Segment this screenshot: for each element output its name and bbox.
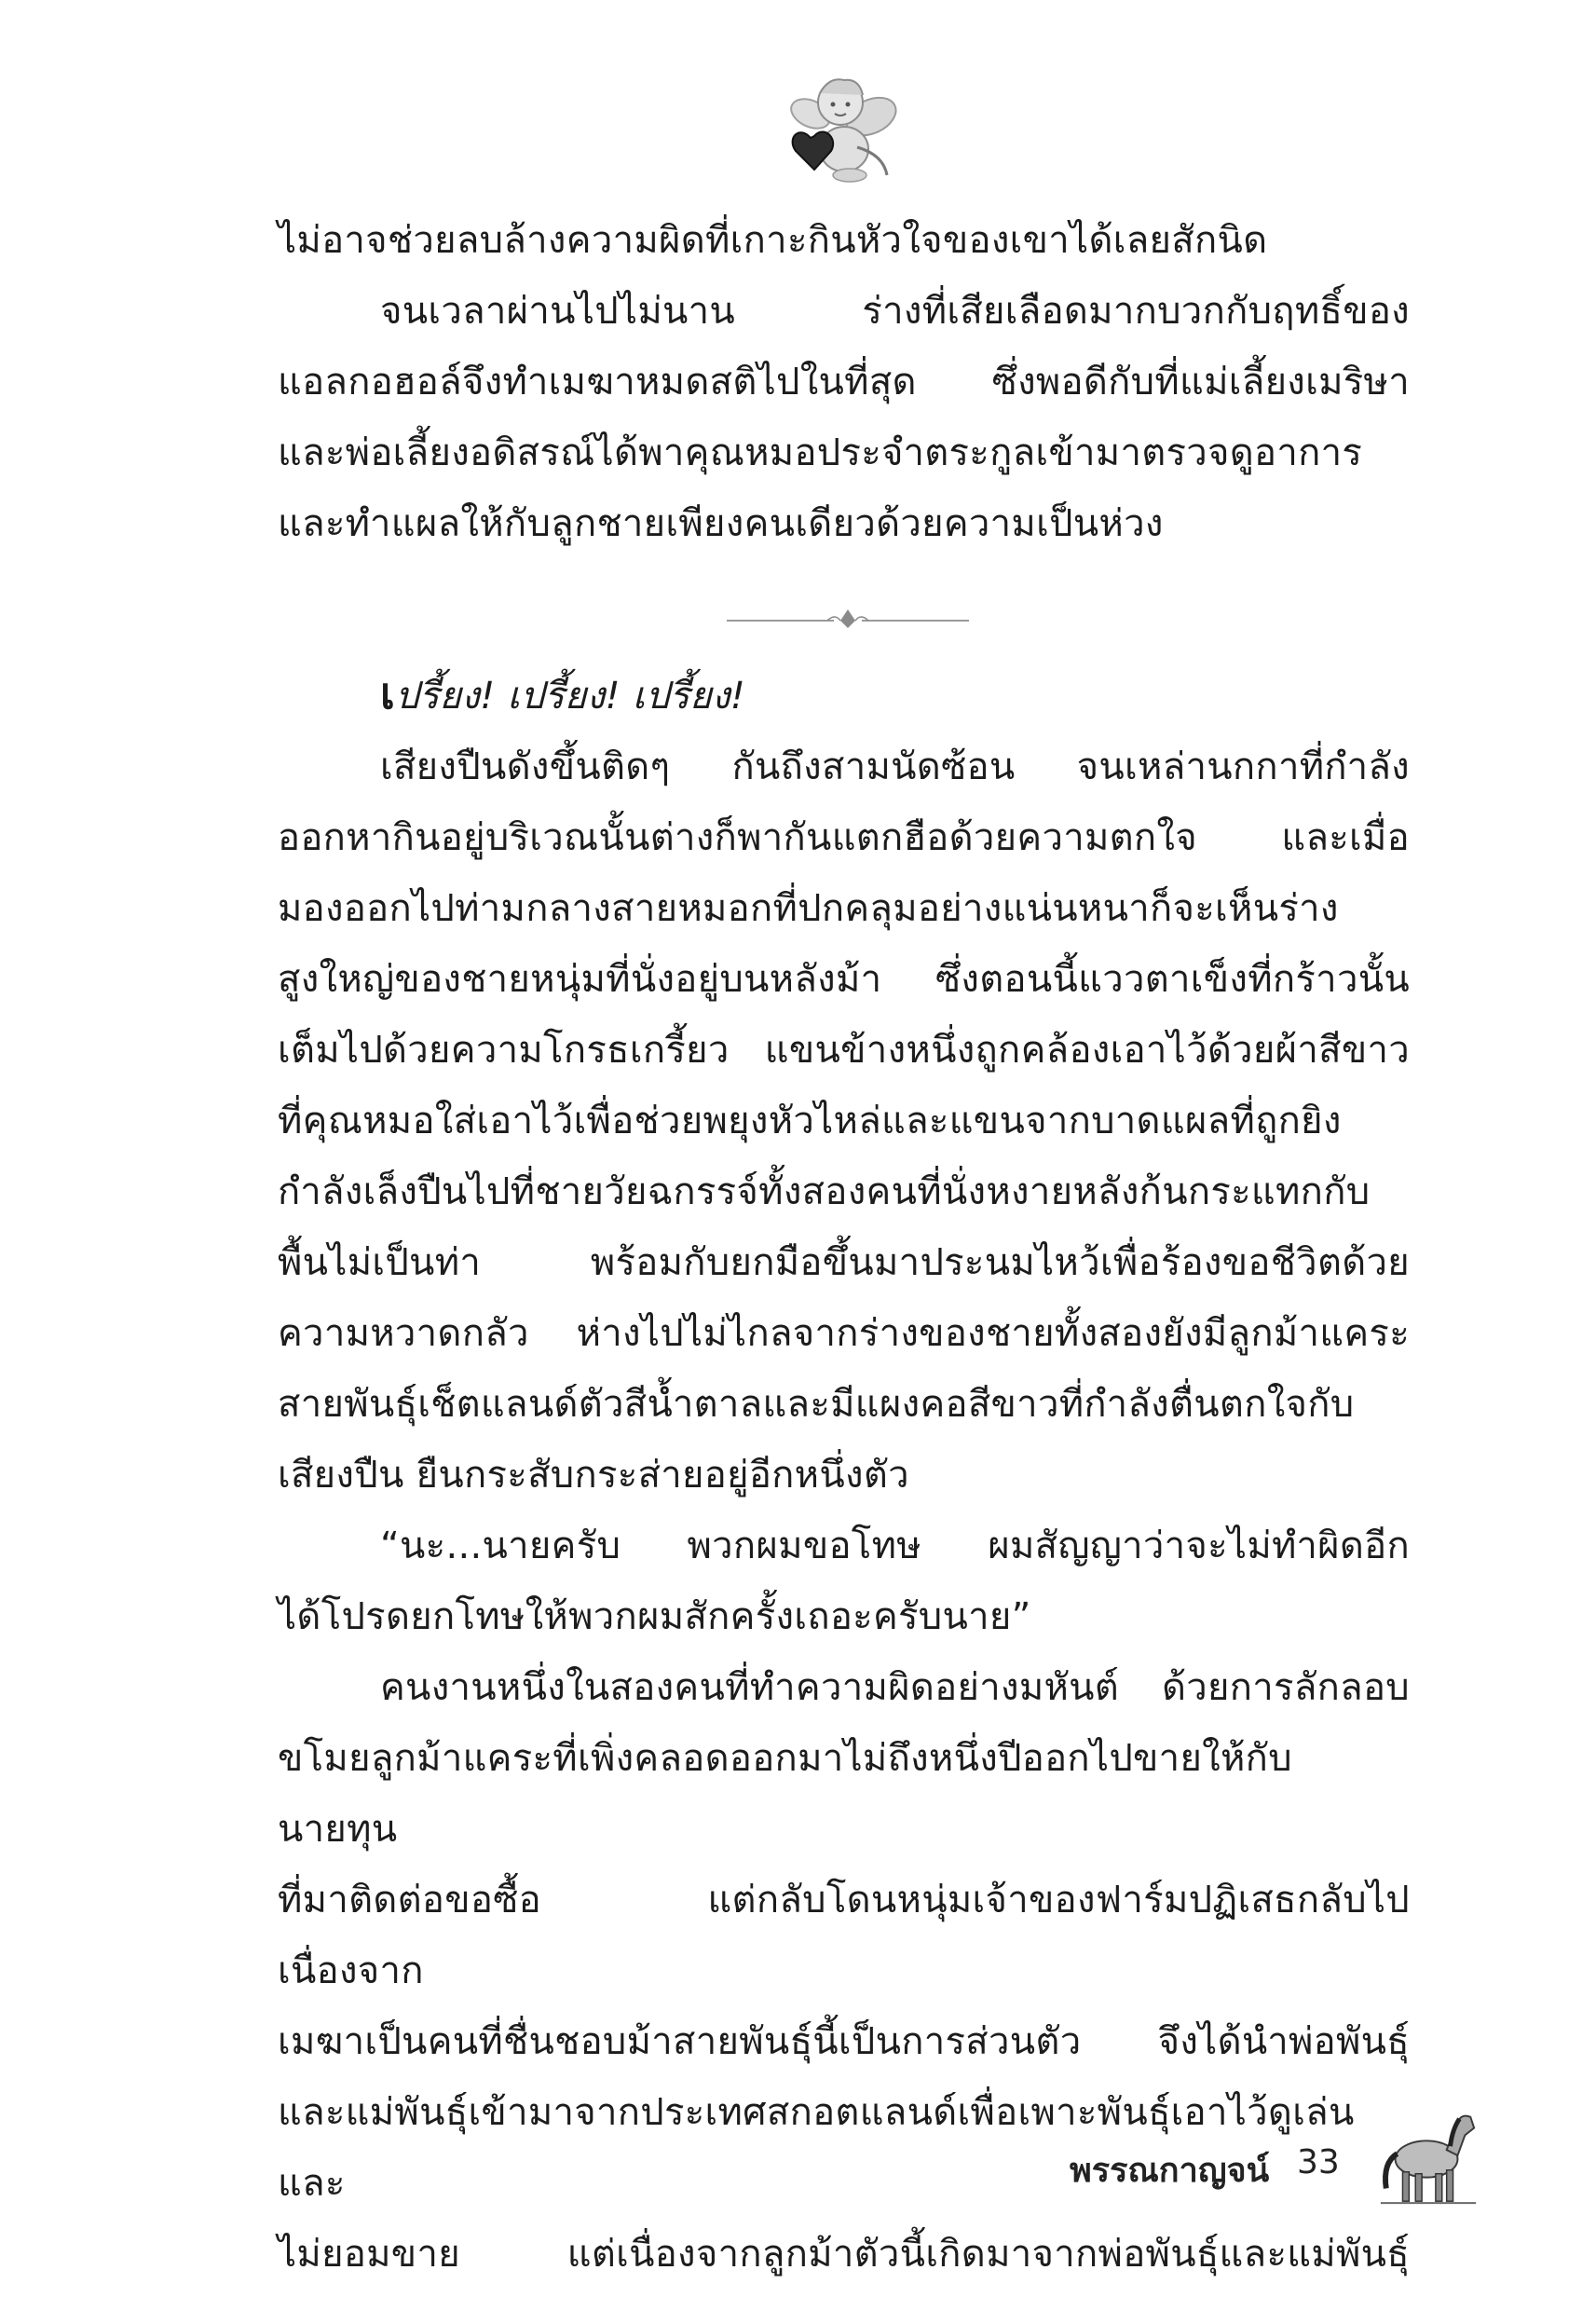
text-line: คนงานหนึ่งในสองคนที่ทำความผิดอย่างมหันต์ ด้วยการลักลอบ [380, 1666, 1410, 1709]
horse-icon [1373, 2102, 1483, 2212]
paragraph-line [278, 1440, 1410, 1511]
sound-effect-text: ปรี้ยง! เปรี้ยง! เปรี้ยง! [395, 675, 746, 718]
footer-author-title: พรรณกาญจน์ [1070, 2152, 1270, 2190]
cherub-heart-icon [783, 65, 904, 186]
flourish-divider [717, 608, 978, 630]
paragraph-line [278, 944, 1410, 1015]
text-line: แอลกอฮอล์จึงทำเมฆาหมดสติไปในที่สุด ซึ่งพอดีกับที่แม่เลี้ยงเมริษา [278, 361, 1410, 403]
text-block-main [278, 658, 1410, 2290]
paragraph-line [278, 488, 1410, 559]
drop-cap: เ [380, 668, 396, 718]
text-line: “นะ...นายครับ พวกผมขอโทษ ผมสัญญาว่าจะไม่ทำผิดอีก [380, 1525, 1410, 1567]
text-line: กำลังเล็งปืนไปที่ชายวัยฉกรรจ์ทั้งสองคนที่นั่งหงายหลังก้นกระแทกกับ [278, 1170, 1371, 1213]
paragraph-line [278, 1156, 1410, 1227]
text-line: เสียงปืน ยืนกระสับกระส่ายอยู่อีกหนึ่งตัว [278, 1454, 909, 1497]
paragraph [278, 276, 1410, 347]
text-line: และทำแผลให้กับลูกชายเพียงคนเดียวด้วยความเป็นห่วง [278, 502, 1164, 545]
paragraph-line [278, 1227, 1410, 1298]
text-line: ความหวาดกลัว ห่างไปไม่ไกลจากร่างของชายทั้งสองยังมีลูกม้าแคระ [278, 1312, 1410, 1355]
paragraph-line [278, 417, 1410, 488]
page-number: 33 [1297, 2143, 1340, 2181]
text-line: เมฆาเป็นคนที่ชื่นชอบม้าสายพันธุ์นี้เป็นการส่วนตัว จึงได้นำพ่อพันธุ์ [278, 2020, 1410, 2063]
paragraph-line [278, 1581, 1410, 1652]
paragraph [278, 732, 1410, 802]
text-line: สูงใหญ่ของชายหนุ่มที่นั่งอยู่บนหลังม้า ซึ่งตอนนี้แววตาเข็งที่กร้าวนั้น [278, 958, 1410, 1001]
text-block-top [278, 205, 1410, 559]
paragraph-line [278, 347, 1410, 417]
text-line: มองออกไปท่ามกลางสายหมอกที่ปกคลุมอย่างแน่นหนาก็จะเห็นร่าง [278, 887, 1339, 930]
paragraph-line [278, 2006, 1410, 2077]
text-line: เต็มไปด้วยความโกรธเกรี้ยว แขนข้างหนึ่งถูกคล้องเอาไว้ด้วยผ้าสีขาว [278, 1029, 1410, 1072]
dialogue-paragraph [278, 1511, 1410, 1581]
paragraph [278, 1652, 1410, 1723]
text-line: เสียงปืนดังขึ้นติดๆ กันถึงสามนัดซ้อน จนเหล่านกกาที่กำลัง [380, 745, 1410, 788]
paragraph-line [278, 1298, 1410, 1369]
text-line: ไม่ยอมขาย แต่เนื่องจากลูกม้าตัวนี้เกิดมาจากพ่อพันธุ์และแม่พันธุ์ [278, 2233, 1410, 2276]
text-line: และพ่อเลี้ยงอดิสรณ์ได้พาคุณหมอประจำตระกูลเข้ามาตรวจดูอาการ [278, 431, 1363, 474]
text-line: ออกหากินอยู่บริเวณนั้นต่างก็พากันแตกฮือด้วยความตกใจ และเมื่อ [278, 816, 1410, 859]
text-line: ได้โปรดยกโทษให้พวกผมสักครั้งเถอะครับนาย” [278, 1595, 1031, 1638]
paragraph-line [278, 1865, 1410, 2006]
text-line: พื้นไม่เป็นท่า พร้อมกับยกมือขึ้นมาประนมไหว้เพื่อร้องขอชีวิตด้วย [278, 1241, 1410, 1284]
paragraph [278, 205, 1410, 276]
text-line: ที่คุณหมอใส่เอาไว้เพื่อช่วยพยุงหัวไหล่และแขนจากบาดแผลที่ถูกยิง [278, 1100, 1342, 1142]
paragraph-line [278, 1015, 1410, 1086]
paragraph-line [278, 1723, 1410, 1865]
text-line: จนเวลาผ่านไปไม่นาน ร่างที่เสียเลือดมากบวกกับฤทธิ์ของ [380, 290, 1410, 333]
text-line: และแม่พันธุ์เข้ามาจากประเทศสกอตแลนด์เพื่อเพาะพันธุ์เอาไว้ดูเล่นและ [278, 2091, 1355, 2205]
sound-effect-line [278, 658, 1410, 732]
paragraph-line [278, 873, 1410, 944]
paragraph-line [278, 1086, 1410, 1156]
text-line: ที่มาติดต่อขอซื้อ แต่กลับโดนหนุ่มเจ้าของฟาร์มปฏิเสธกลับไป เนื่องจาก [278, 1879, 1410, 1992]
text-line: ขโมยลูกม้าแคระที่เพิ่งคลอดออกมาไม่ถึงหนึ่งปีออกไปขายให้กับนายทุน [278, 1737, 1292, 1851]
text-line: สายพันธุ์เช็ตแลนด์ตัวสีน้ำตาลและมีแผงคอสีขาวที่กำลังตื่นตกใจกับ [278, 1383, 1355, 1426]
paragraph-line [278, 802, 1410, 873]
paragraph-line [278, 2219, 1410, 2290]
text-line: ไม่อาจช่วยลบล้างความผิดที่เกาะกินหัวใจของเขาได้เลยสักนิด [278, 219, 1268, 262]
paragraph-line [278, 1369, 1410, 1440]
